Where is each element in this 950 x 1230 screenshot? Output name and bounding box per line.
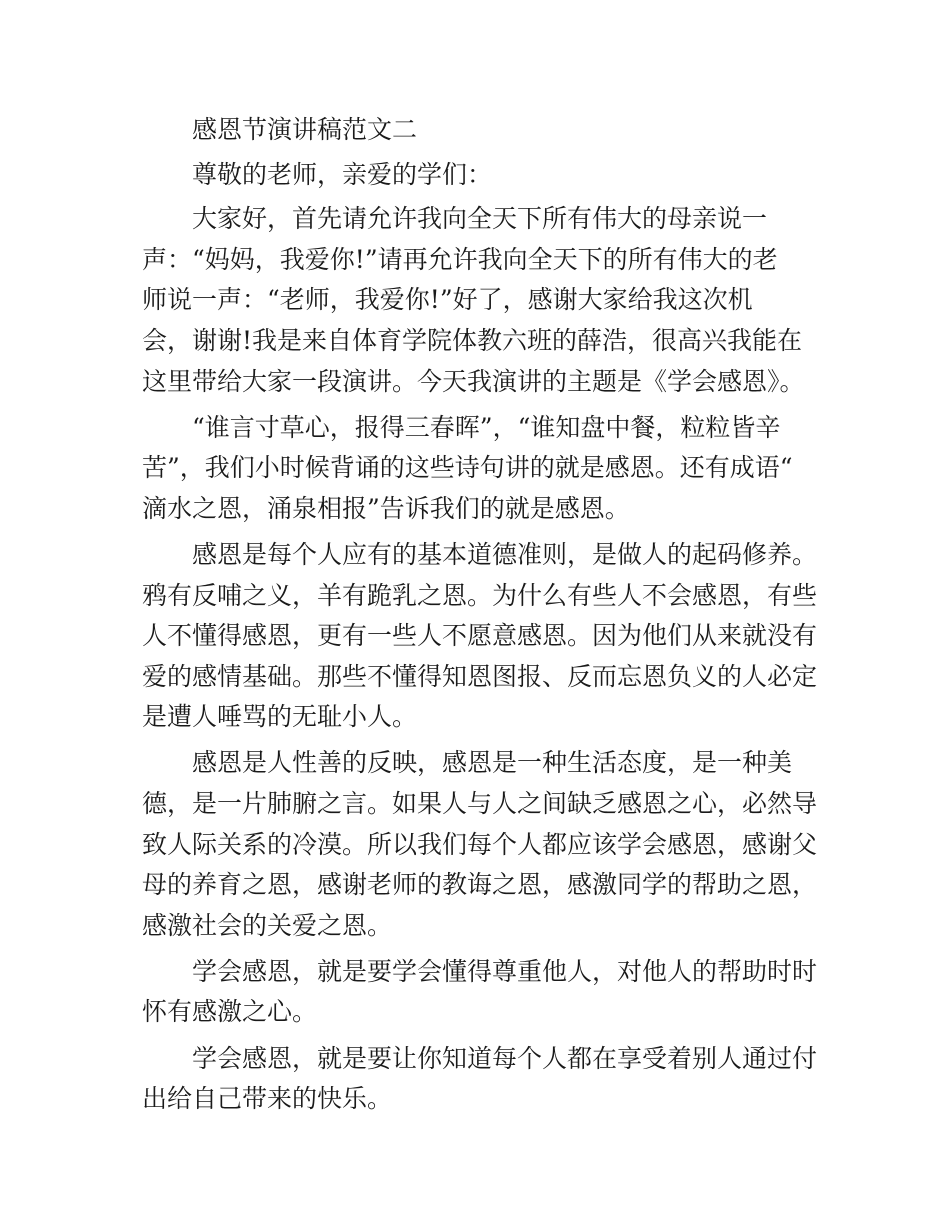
- paragraph-line: 这里带给大家一段演讲。今天我演讲的主题是《学会感恩》。: [142, 366, 805, 396]
- document-body: [142, 110, 818, 1120]
- paragraph-line: “谁言寸草心，报得三春晖”，“谁知盘中餐，粒粒皆辛: [192, 412, 781, 442]
- paragraph-line: 怀有感激之心。: [142, 997, 318, 1027]
- paragraph-6: [142, 1039, 818, 1120]
- paragraph-3: [142, 535, 818, 738]
- paragraph-line: 鸦有反哺之义，羊有跪乳之恩。为什么有些人不会感恩，有些: [142, 580, 818, 610]
- paragraph-line: 感恩是每个人应有的基本道德准则，是做人的起码修养。: [192, 539, 818, 569]
- paragraph-line: 爱的感情基础。那些不懂得知恩图报、反而忘恩负义的人必定: [142, 661, 818, 691]
- paragraph-line: 滴水之恩，涌泉相报”告诉我们的就是感恩。: [142, 493, 630, 523]
- paragraph-line: 感激社会的关爱之恩。: [142, 910, 393, 940]
- paragraph-line: 感恩是人性善的反映，感恩是一种生活态度，是一种美: [192, 748, 793, 778]
- paragraph-line: 德，是一片肺腑之言。如果人与人之间缺乏感恩之心，必然导: [142, 789, 818, 818]
- paragraph-line: 致人际关系的冷漠。所以我们每个人都应该学会感恩，感谢父: [142, 829, 818, 859]
- paragraph-2: [142, 408, 814, 530]
- paragraph-5: [142, 952, 818, 1033]
- paragraph-line: 师说一声：“老师，我爱你!”好了，感谢大家给我这次机: [142, 285, 753, 315]
- paragraph-line: 人不懂得感恩，更有一些人不愿意感恩。因为他们从来就没有: [142, 621, 818, 651]
- paragraph-line: 声：“妈妈，我爱你!”请再允许我向全天下的所有伟大的老: [142, 244, 778, 274]
- greeting: 尊敬的老师，亲爱的学们：: [192, 159, 493, 189]
- paragraph-4: [142, 743, 818, 946]
- paragraph-line: 会，谢谢!我是来自体育学院体教六班的薛浩，很高兴我能在: [142, 325, 803, 355]
- document-title: 感恩节演讲稿范文二: [192, 115, 418, 144]
- paragraph-1: [142, 199, 814, 402]
- paragraph-line: 母的养育之恩，感谢老师的教诲之恩，感激同学的帮助之恩，: [142, 870, 818, 900]
- paragraph-line: 是遭人唾骂的无耻小人。: [142, 702, 418, 732]
- paragraph-line: 学会感恩，就是要让你知道每个人都在享受着别人通过付: [192, 1043, 818, 1073]
- paragraph-line: 大家好，首先请允许我向全天下所有伟大的母亲说一: [192, 204, 768, 234]
- paragraph-line: 学会感恩，就是要学会懂得尊重他人，对他人的帮助时时: [192, 956, 818, 986]
- paragraph-line: 苦”，我们小时候背诵的这些诗句讲的就是感恩。还有成语“: [142, 453, 793, 483]
- paragraph-line: 出给自己带来的快乐。: [142, 1084, 393, 1114]
